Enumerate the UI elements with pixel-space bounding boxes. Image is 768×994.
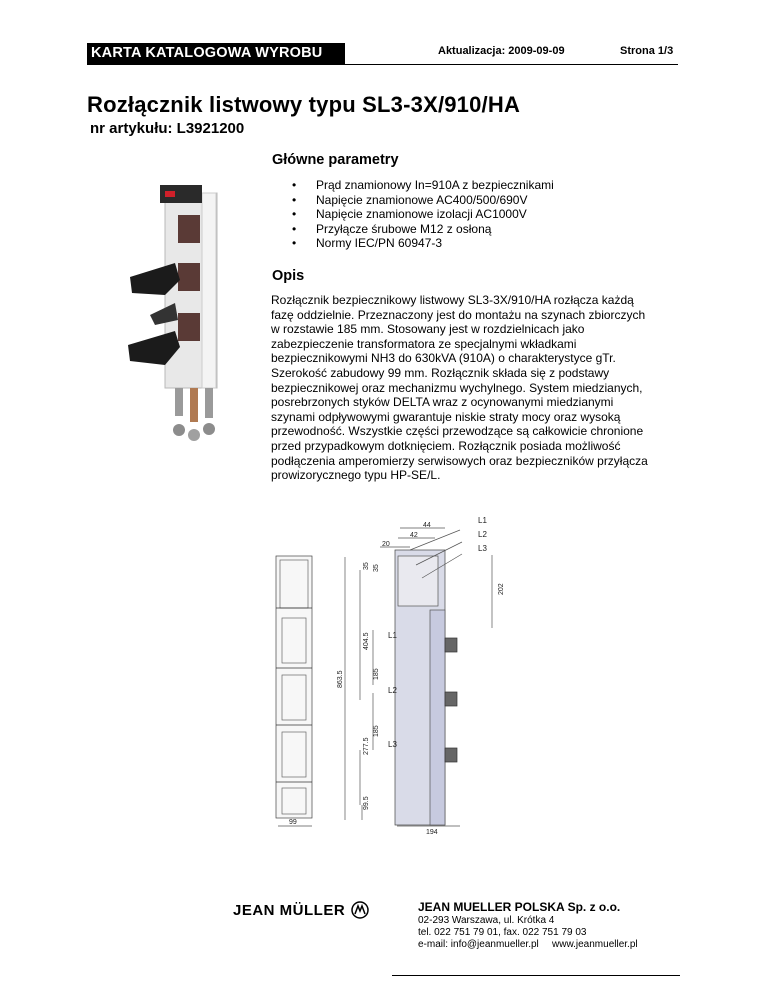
description-line: zabezpieczenie transformatora ze specjalnymi wkładkami: [271, 336, 577, 351]
dim-863-5: 863.5: [337, 670, 344, 688]
phase-l3-label: L3: [388, 740, 397, 749]
parameters-list: [272, 178, 554, 251]
dim-185b: 185: [373, 725, 380, 737]
dim-202: 202: [498, 583, 505, 595]
parameter-item: • Przyłącze śrubowe M12 z osłoną: [272, 222, 554, 237]
product-photo: [120, 185, 230, 460]
description-line: fazę oddzielnie. Przeznaczony jest do montażu na szynach zbiorczych: [271, 307, 646, 322]
parameter-item: • Prąd znamionowy In=910A z bezpiecznikami: [272, 178, 554, 193]
dim-44: 44: [423, 522, 431, 529]
technical-drawing: [270, 510, 520, 840]
dim-185a: 185: [373, 668, 380, 680]
front-view: [276, 556, 312, 818]
phase-l2-label: L2: [388, 686, 397, 695]
description-line: bezpiecznikowymi NH3 do 630kVA (910A) o charakterystyce gTr.: [271, 351, 616, 366]
parameter-item: • Napięcie znamionowe AC400/500/690V: [272, 193, 554, 208]
description-line: w rozstawie 185 mm. Stosowany jest w rozdzielnicach jako: [271, 322, 585, 337]
document-type-label: KARTA KATALOGOWA WYROBU: [87, 43, 345, 64]
dim-20: 20: [382, 541, 390, 548]
side-view: [395, 530, 462, 825]
dim-35b: 35: [373, 564, 380, 572]
page-number: Strona 1/3: [620, 45, 674, 57]
description-line: przed przypadkowym dotknięciem. Rozłącznik posiada możliwość: [271, 438, 621, 453]
description-line: posrebrzonych styków DELTA wraz z ocynowanymi miedzianymi: [271, 395, 614, 410]
callout-l2: L2: [478, 530, 487, 539]
parameter-item: • Napięcie znamionowe izolacji AC1000V: [272, 207, 554, 222]
description-heading: Opis: [272, 268, 305, 284]
dim-42: 42: [410, 532, 418, 539]
company-email[interactable]: e-mail: info@jeanmueller.pl: [418, 939, 539, 950]
company-website[interactable]: www.jeanmueller.pl: [552, 939, 638, 950]
dim-99: 99: [289, 819, 297, 826]
description-line: Rozłącznik bezpiecznikowy listwowy SL3-3X/910/HA rozłącza każdą: [271, 293, 634, 307]
description-line: Szerokość zabudowy 99 mm. Rozłącznik składa się z podstawy: [271, 365, 610, 380]
footer-divider: [392, 975, 680, 976]
update-date: Aktualizacja: 2009-09-09: [438, 45, 565, 57]
description-text: [271, 293, 671, 483]
dim-99-5: 99.5: [363, 796, 370, 810]
company-phone: tel. 022 751 79 01, fax. 022 751 79 03: [418, 927, 587, 938]
description-line: bezpiecznikowej oraz mechanizmu wychylnego. System miedzianych,: [271, 380, 643, 395]
article-number: nr artykułu: L3921200: [90, 120, 245, 137]
brand-logo-icon: [351, 901, 369, 919]
description-line: przewodność. Wszystkie części przewodzące są całkowicie chronione: [271, 424, 644, 439]
company-name: JEAN MUELLER POLSKA Sp. z o.o.: [418, 900, 621, 914]
parameter-item: • Normy IEC/PN 60947-3: [272, 236, 554, 251]
dim-35a: 35: [363, 562, 370, 570]
dim-194: 194: [426, 829, 438, 836]
dim-277-5: 277.5: [363, 737, 370, 755]
phase-l1-label: L1: [388, 631, 397, 640]
parameters-heading: Główne parametry: [272, 152, 399, 168]
product-title: Rozłącznik listwowy typu SL3-3X/910/HA: [87, 92, 521, 117]
company-address: 02-293 Warszawa, ul. Krótka 4: [418, 915, 555, 926]
dim-404-5: 404.5: [363, 632, 370, 650]
description-line: szynami odpływowymi gwarantuje niskie straty mocy oraz wysoką: [271, 409, 621, 424]
brand-logo-text: JEAN MÜLLER: [233, 902, 346, 919]
description-line: podłączenia amperomierzy serwisowych oraz bezpieczników przyłącza: [271, 453, 648, 468]
callout-l3: L3: [478, 544, 487, 553]
callout-l1: L1: [478, 516, 487, 525]
description-line: prowizorycznego typu HP-SE/L.: [271, 468, 441, 483]
